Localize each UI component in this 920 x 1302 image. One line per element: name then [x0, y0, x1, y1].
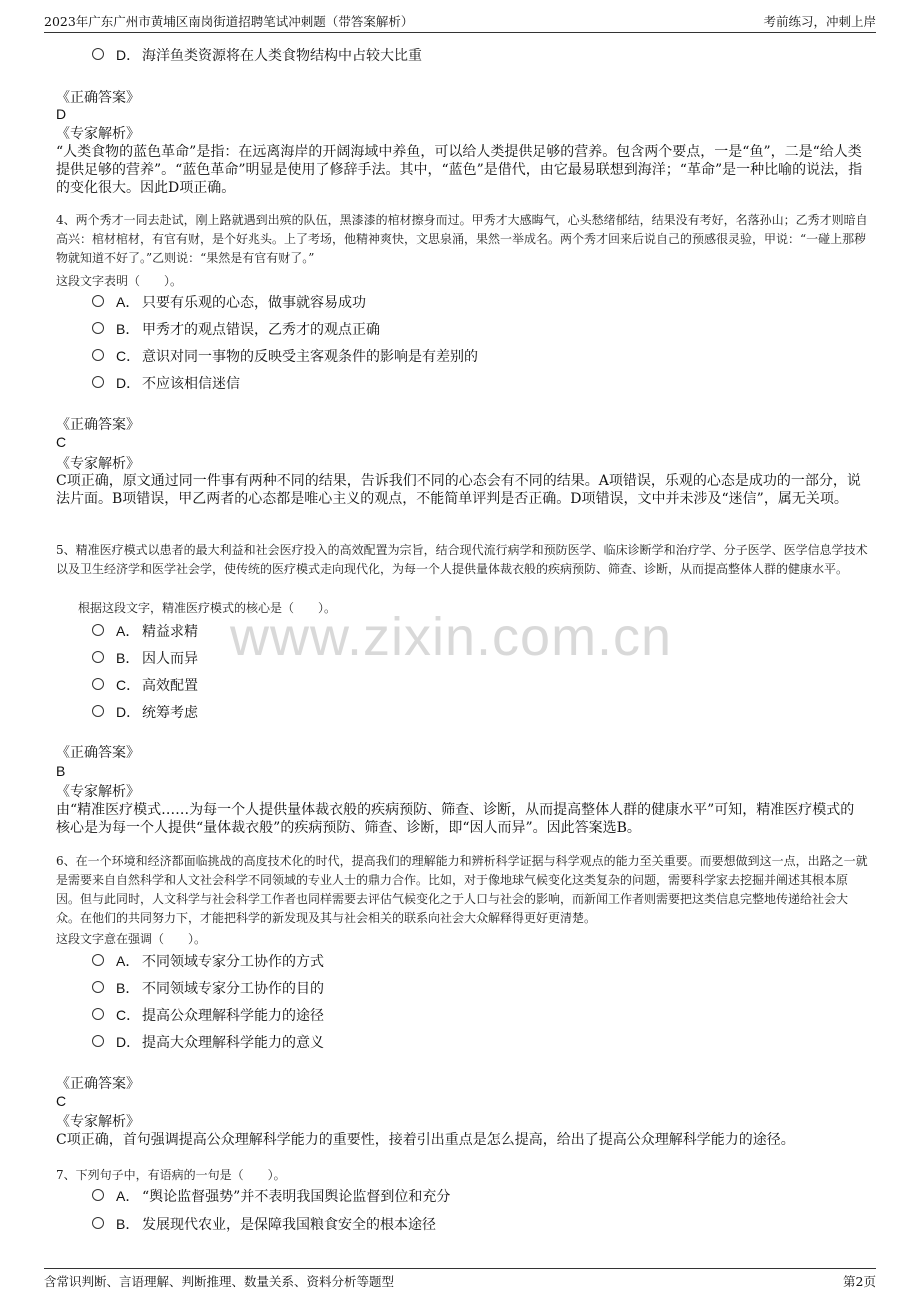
q4-answer: C [56, 434, 67, 450]
analysis-label: 《专家解析》 [56, 1114, 140, 1130]
page-footer [44, 1268, 876, 1291]
q7-stem: 7、下列句子中，有语病的一句是（ ）。 [56, 1168, 286, 1182]
q5-analysis: 由“精准医疗模式……为每一个人提供量体裁衣般的疾病预防、筛查、诊断，从而提高整体人群的健康水平”可知，精准医疗模式的核心是为每一个人提供“量体裁衣般”的疾病预防、筛查、诊断，即“因人而异”。因此答案选B。 [56, 802, 855, 836]
radio-icon[interactable] [92, 705, 104, 717]
radio-icon[interactable] [92, 954, 104, 966]
q6-option-a[interactable] [92, 950, 324, 972]
radio-icon[interactable] [92, 376, 104, 388]
radio-icon[interactable] [92, 1217, 104, 1229]
option-text: 不同领域专家分工协作的方式 [142, 954, 324, 970]
radio-icon[interactable] [92, 48, 104, 60]
option-letter: C． [116, 677, 141, 693]
option-letter: D． [116, 375, 141, 391]
q4-option-b[interactable] [92, 318, 380, 340]
option-letter: B． [116, 980, 140, 996]
q5-answer: B [56, 763, 66, 779]
analysis-label: 《专家解析》 [56, 126, 140, 142]
q3-option-d[interactable] [92, 44, 422, 66]
option-letter: D． [116, 704, 141, 720]
option-text: 因人而异 [142, 651, 198, 667]
option-letter: B． [116, 1216, 140, 1232]
option-text: 意识对同一事物的反映受主客观条件的影响是有差别的 [142, 349, 478, 365]
radio-icon[interactable] [92, 981, 104, 993]
q6-analysis: C项正确，首句强调提高公众理解科学能力的重要性，接着引出重点是怎么提高，给出了提高公众理解科学能力的途径。 [56, 1132, 795, 1148]
q5-text: 5、精准医疗模式以患者的最大利益和社会医疗投入的高效配置为宗旨，结合现代流行病学和预防医学、临床诊断学和治疗学、分子医学、医学信息学技术以及卫生经济学和医学社会学，使传统的医疗模式走向现代化，为每一个人提供量体裁衣般的疾病预防、筛查、诊断，从而提高整体人群的健康水平。 [56, 543, 868, 576]
q5-option-b[interactable] [92, 647, 198, 669]
option-text: 提高大众理解科学能力的意义 [142, 1035, 324, 1051]
option-letter: A． [116, 294, 140, 310]
option-text: 海洋鱼类资源将在人类食物结构中占较大比重 [142, 48, 422, 64]
q3-analysis: “人类食物的蓝色革命”是指：在远离海岸的开阔海域中养鱼，可以给人类提供足够的营养。包含两个要点，一是“鱼”，二是“给人类提供足够的营养”。“蓝色革命”明显是使用了修辞手法。其中，“蓝色”是借代，由它最易联想到海洋；“革命”是一种比喻的说法，指的变化很大。因此D项正确。 [56, 144, 863, 196]
q4-stem: 这段文字表明（ ）。 [56, 274, 183, 288]
q4-text: 4、两个秀才一同去赴试，刚上路就遇到出殡的队伍，黑漆漆的棺材擦身而过。甲秀才大感晦气，心头愁绪郁结，结果没有考好，名落孙山；乙秀才则暗自高兴：棺材棺材，有官有财，是个好兆头。上了考场，他精神爽快，文思泉涌，果然一举成名。两个秀才回来后说自己的预感很灵验，甲说：“一碰上那秽物就知道不好了。”乙则说：“果然是有官有财了。” [56, 213, 868, 265]
option-text: 甲秀才的观点错误，乙秀才的观点正确 [142, 322, 380, 338]
option-letter: C． [116, 1007, 141, 1023]
answer-label: 《正确答案》 [56, 90, 140, 106]
q5-option-a[interactable] [92, 620, 198, 642]
option-letter: D． [116, 1034, 141, 1050]
answer-label: 《正确答案》 [56, 745, 140, 761]
q7-option-b[interactable] [92, 1213, 436, 1235]
option-letter: B． [116, 321, 140, 337]
analysis-label: 《专家解析》 [56, 456, 140, 472]
page-header [44, 10, 876, 33]
watermark: www.zixin.com.cn [230, 607, 673, 667]
option-text: 不同领域专家分工协作的目的 [142, 981, 324, 997]
option-text: 不应该相信迷信 [142, 376, 240, 392]
option-text: “舆论监督强势”并不表明我国舆论监督到位和充分 [142, 1189, 451, 1205]
option-text: 发展现代农业，是保障我国粮食安全的根本途径 [142, 1217, 436, 1233]
option-text: 统筹考虑 [142, 705, 198, 721]
q4-option-a[interactable] [92, 291, 366, 313]
option-text: 只要有乐观的心态，做事就容易成功 [142, 295, 366, 311]
q6-option-d[interactable] [92, 1031, 324, 1053]
footer-topics: 含常识判断、言语理解、判断推理、数量关系、资料分析等题型 [44, 1274, 395, 1289]
option-letter: A． [116, 623, 140, 639]
radio-icon[interactable] [92, 295, 104, 307]
radio-icon[interactable] [92, 1189, 104, 1201]
q6-option-c[interactable] [92, 1004, 324, 1026]
q4-analysis: C项正确，原文通过同一件事有两种不同的结果，告诉我们不同的心态会有不同的结果。A项错误，乐观的心态是成功的一部分，说法片面。B项错误，甲乙两者的心态都是唯心主义的观点，不能简单评判是否正确。D项错误，文中并未涉及“迷信”，属无关项。 [56, 473, 861, 507]
radio-icon[interactable] [92, 651, 104, 663]
option-text: 高效配置 [142, 678, 198, 694]
option-letter: A． [116, 1188, 140, 1204]
radio-icon[interactable] [92, 678, 104, 690]
q7-option-a[interactable] [92, 1185, 450, 1207]
option-letter: B． [116, 650, 140, 666]
analysis-label: 《专家解析》 [56, 784, 140, 800]
radio-icon[interactable] [92, 1008, 104, 1020]
radio-icon[interactable] [92, 322, 104, 334]
q6-answer: C [56, 1093, 67, 1109]
q6-option-b[interactable] [92, 977, 324, 999]
q6-stem: 这段文字意在强调（ ）。 [56, 932, 207, 946]
q4-option-d[interactable] [92, 372, 240, 394]
header-slogan: 考前练习，冲刺上岸 [763, 14, 876, 29]
q5-stem: 根据这段文字，精准医疗模式的核心是（ ）。 [78, 601, 337, 615]
option-text: 提高公众理解科学能力的途径 [142, 1008, 324, 1024]
page-number: 第2页 [843, 1274, 876, 1289]
answer-label: 《正确答案》 [56, 1076, 140, 1092]
radio-icon[interactable] [92, 349, 104, 361]
q3-answer: D [56, 106, 67, 122]
option-letter: A． [116, 953, 140, 969]
answer-label: 《正确答案》 [56, 417, 140, 433]
option-letter: D． [116, 47, 141, 63]
option-letter: C． [116, 348, 141, 364]
q5-option-c[interactable] [92, 674, 198, 696]
document-title: 2023年广东广州市黄埔区南岗街道招聘笔试冲刺题（带答案解析） [44, 14, 414, 29]
q5-option-d[interactable] [92, 701, 198, 723]
option-text: 精益求精 [142, 624, 198, 640]
radio-icon[interactable] [92, 624, 104, 636]
q4-option-c[interactable] [92, 345, 478, 367]
radio-icon[interactable] [92, 1035, 104, 1047]
q6-text: 6、在一个环境和经济都面临挑战的高度技术化的时代，提高我们的理解能力和辨析科学证据与科学观点的能力至关重要。而要想做到这一点，出路之一就是需要来自自然科学和人文社会科学不同领域的专业人士的鼎力合作。比如，对于像地球气候变化这类复杂的问题，需要科学家去挖掘并阐述其根本原因。但与此同时，人文科学与社会科学工作者也同样需要去评估气候变化之于人口与社会的影响，而新闻工作者则需要把这类信息完整地传递给社会大众。在他们的共同努力下，才能把科学的新发现及其与社会相关的联系向社会大众解释得更好更清楚。 [56, 854, 868, 925]
